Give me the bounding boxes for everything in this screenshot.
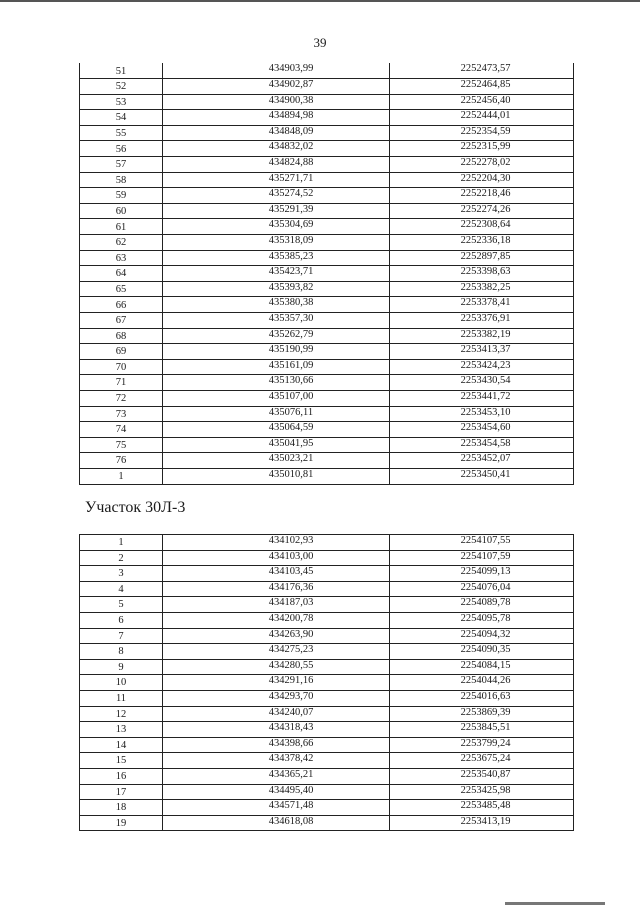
y-coordinate-cell: 2253382,25 [390, 281, 574, 297]
point-number-cell: 71 [80, 375, 163, 391]
table-row [80, 313, 574, 329]
point-number-cell: 9 [80, 659, 163, 675]
y-coordinate-cell: 2253424,23 [390, 359, 574, 375]
point-number-cell: 52 [80, 79, 163, 95]
point-number-cell: 3 [80, 566, 163, 582]
table-row [80, 644, 574, 660]
table-row [80, 406, 574, 422]
y-coordinate-cell: 2253378,41 [390, 297, 574, 313]
coordinates-table-2 [79, 534, 574, 831]
table-row [80, 344, 574, 360]
x-coordinate-cell: 435393,82 [163, 281, 390, 297]
y-coordinate-cell: 2252274,26 [390, 203, 574, 219]
y-coordinate-cell: 2254099,13 [390, 566, 574, 582]
x-coordinate-cell: 434240,07 [163, 706, 390, 722]
table-row [80, 535, 574, 551]
y-coordinate-cell: 2252315,99 [390, 141, 574, 157]
top-rule [0, 0, 640, 2]
point-number-cell: 16 [80, 768, 163, 784]
table-row [80, 172, 574, 188]
table-row [80, 422, 574, 438]
y-coordinate-cell: 2253869,39 [390, 706, 574, 722]
y-coordinate-cell: 2254076,04 [390, 581, 574, 597]
point-number-cell: 73 [80, 406, 163, 422]
point-number-cell: 1 [80, 468, 163, 484]
table-row [80, 597, 574, 613]
point-number-cell: 19 [80, 815, 163, 831]
table-row [80, 235, 574, 251]
y-coordinate-cell: 2253453,10 [390, 406, 574, 422]
point-number-cell: 1 [80, 535, 163, 551]
table-row [80, 219, 574, 235]
coordinates-table-1-body [80, 63, 574, 484]
table-row [80, 359, 574, 375]
x-coordinate-cell: 434824,88 [163, 157, 390, 173]
table-row [80, 659, 574, 675]
y-coordinate-cell: 2254095,78 [390, 612, 574, 628]
x-coordinate-cell: 434900,38 [163, 94, 390, 110]
x-coordinate-cell: 435304,69 [163, 219, 390, 235]
point-number-cell: 6 [80, 612, 163, 628]
point-number-cell: 18 [80, 800, 163, 816]
x-coordinate-cell: 435271,71 [163, 172, 390, 188]
table-row [80, 453, 574, 469]
x-coordinate-cell: 435161,09 [163, 359, 390, 375]
y-coordinate-cell: 2253675,24 [390, 753, 574, 769]
y-coordinate-cell: 2254044,26 [390, 675, 574, 691]
table-row [80, 266, 574, 282]
point-number-cell: 55 [80, 125, 163, 141]
table-row [80, 328, 574, 344]
coordinates-table-1 [79, 63, 574, 485]
point-number-cell: 69 [80, 344, 163, 360]
x-coordinate-cell: 435023,21 [163, 453, 390, 469]
x-coordinate-cell: 435041,95 [163, 437, 390, 453]
point-number-cell: 67 [80, 313, 163, 329]
point-number-cell: 65 [80, 281, 163, 297]
y-coordinate-cell: 2253452,07 [390, 453, 574, 469]
x-coordinate-cell: 435190,99 [163, 344, 390, 360]
point-number-cell: 17 [80, 784, 163, 800]
point-number-cell: 7 [80, 628, 163, 644]
point-number-cell: 72 [80, 390, 163, 406]
table-row [80, 815, 574, 831]
x-coordinate-cell: 435357,30 [163, 313, 390, 329]
point-number-cell: 14 [80, 737, 163, 753]
point-number-cell: 15 [80, 753, 163, 769]
y-coordinate-cell: 2252218,46 [390, 188, 574, 204]
point-number-cell: 76 [80, 453, 163, 469]
x-coordinate-cell: 434280,55 [163, 659, 390, 675]
x-coordinate-cell: 434903,99 [163, 63, 390, 79]
point-number-cell: 4 [80, 581, 163, 597]
y-coordinate-cell: 2254084,15 [390, 659, 574, 675]
table-row [80, 753, 574, 769]
x-coordinate-cell: 435385,23 [163, 250, 390, 266]
table-row [80, 800, 574, 816]
y-coordinate-cell: 2253845,51 [390, 722, 574, 738]
point-number-cell: 5 [80, 597, 163, 613]
table-row [80, 468, 574, 484]
point-number-cell: 53 [80, 94, 163, 110]
point-number-cell: 10 [80, 675, 163, 691]
x-coordinate-cell: 434318,43 [163, 722, 390, 738]
y-coordinate-cell: 2253413,37 [390, 344, 574, 360]
point-number-cell: 63 [80, 250, 163, 266]
x-coordinate-cell: 434832,02 [163, 141, 390, 157]
y-coordinate-cell: 2254107,55 [390, 535, 574, 551]
table-row [80, 784, 574, 800]
page-number: 39 [313, 35, 327, 50]
x-coordinate-cell: 434495,40 [163, 784, 390, 800]
point-number-cell: 58 [80, 172, 163, 188]
x-coordinate-cell: 434176,36 [163, 581, 390, 597]
y-coordinate-cell: 2252278,02 [390, 157, 574, 173]
y-coordinate-cell: 2253454,60 [390, 422, 574, 438]
y-coordinate-cell: 2252336,18 [390, 235, 574, 251]
table-row [80, 63, 574, 79]
x-coordinate-cell: 434378,42 [163, 753, 390, 769]
x-coordinate-cell: 435130,66 [163, 375, 390, 391]
x-coordinate-cell: 435064,59 [163, 422, 390, 438]
x-coordinate-cell: 434103,00 [163, 550, 390, 566]
x-coordinate-cell: 434103,45 [163, 566, 390, 582]
point-number-cell: 70 [80, 359, 163, 375]
point-number-cell: 59 [80, 188, 163, 204]
point-number-cell: 11 [80, 690, 163, 706]
table-row [80, 250, 574, 266]
y-coordinate-cell: 2252897,85 [390, 250, 574, 266]
y-coordinate-cell: 2253382,19 [390, 328, 574, 344]
x-coordinate-cell: 435107,00 [163, 390, 390, 406]
table-row [80, 110, 574, 126]
coordinates-table-2-body [80, 535, 574, 831]
table-row [80, 675, 574, 691]
point-number-cell: 2 [80, 550, 163, 566]
table-row [80, 437, 574, 453]
x-coordinate-cell: 435274,52 [163, 188, 390, 204]
x-coordinate-cell: 435010,81 [163, 468, 390, 484]
point-number-cell: 13 [80, 722, 163, 738]
y-coordinate-cell: 2252204,30 [390, 172, 574, 188]
x-coordinate-cell: 434102,93 [163, 535, 390, 551]
y-coordinate-cell: 2252456,40 [390, 94, 574, 110]
x-coordinate-cell: 434187,03 [163, 597, 390, 613]
table-row [80, 281, 574, 297]
y-coordinate-cell: 2252308,64 [390, 219, 574, 235]
y-coordinate-cell: 2253376,91 [390, 313, 574, 329]
point-number-cell: 75 [80, 437, 163, 453]
point-number-cell: 54 [80, 110, 163, 126]
table-row [80, 737, 574, 753]
table-row [80, 722, 574, 738]
x-coordinate-cell: 435423,71 [163, 266, 390, 282]
y-coordinate-cell: 2253485,48 [390, 800, 574, 816]
y-coordinate-cell: 2254107,59 [390, 550, 574, 566]
y-coordinate-cell: 2252354,59 [390, 125, 574, 141]
y-coordinate-cell: 2253413,19 [390, 815, 574, 831]
x-coordinate-cell: 434848,09 [163, 125, 390, 141]
y-coordinate-cell: 2252473,57 [390, 63, 574, 79]
x-coordinate-cell: 434275,23 [163, 644, 390, 660]
table-row [80, 79, 574, 95]
x-coordinate-cell: 434365,21 [163, 768, 390, 784]
point-number-cell: 12 [80, 706, 163, 722]
x-coordinate-cell: 435318,09 [163, 235, 390, 251]
point-number-cell: 8 [80, 644, 163, 660]
x-coordinate-cell: 434200,78 [163, 612, 390, 628]
point-number-cell: 56 [80, 141, 163, 157]
y-coordinate-cell: 2252464,85 [390, 79, 574, 95]
point-number-cell: 60 [80, 203, 163, 219]
y-coordinate-cell: 2253799,24 [390, 737, 574, 753]
table-row [80, 125, 574, 141]
y-coordinate-cell: 2253398,63 [390, 266, 574, 282]
table-row [80, 203, 574, 219]
x-coordinate-cell: 434902,87 [163, 79, 390, 95]
y-coordinate-cell: 2252444,01 [390, 110, 574, 126]
x-coordinate-cell: 435380,38 [163, 297, 390, 313]
point-number-cell: 74 [80, 422, 163, 438]
y-coordinate-cell: 2253450,41 [390, 468, 574, 484]
point-number-cell: 61 [80, 219, 163, 235]
point-number-cell: 66 [80, 297, 163, 313]
table-row [80, 157, 574, 173]
point-number-cell: 57 [80, 157, 163, 173]
table-row [80, 297, 574, 313]
table-row [80, 550, 574, 566]
point-number-cell: 51 [80, 63, 163, 79]
x-coordinate-cell: 434291,16 [163, 675, 390, 691]
x-coordinate-cell: 435076,11 [163, 406, 390, 422]
table-row [80, 706, 574, 722]
section-heading: Участок 30Л-3 [85, 499, 186, 516]
table-row [80, 141, 574, 157]
y-coordinate-cell: 2253441,72 [390, 390, 574, 406]
table-row [80, 768, 574, 784]
x-coordinate-cell: 434618,08 [163, 815, 390, 831]
table-row [80, 581, 574, 597]
table-row [80, 188, 574, 204]
x-coordinate-cell: 434398,66 [163, 737, 390, 753]
x-coordinate-cell: 435262,79 [163, 328, 390, 344]
table-row [80, 390, 574, 406]
x-coordinate-cell: 434894,98 [163, 110, 390, 126]
table-row [80, 690, 574, 706]
x-coordinate-cell: 434571,48 [163, 800, 390, 816]
table-row [80, 612, 574, 628]
point-number-cell: 62 [80, 235, 163, 251]
x-coordinate-cell: 434263,90 [163, 628, 390, 644]
x-coordinate-cell: 434293,70 [163, 690, 390, 706]
y-coordinate-cell: 2253454,58 [390, 437, 574, 453]
y-coordinate-cell: 2254090,35 [390, 644, 574, 660]
y-coordinate-cell: 2253425,98 [390, 784, 574, 800]
y-coordinate-cell: 2253430,54 [390, 375, 574, 391]
table-row [80, 628, 574, 644]
table-row [80, 566, 574, 582]
y-coordinate-cell: 2254089,78 [390, 597, 574, 613]
x-coordinate-cell: 435291,39 [163, 203, 390, 219]
y-coordinate-cell: 2253540,87 [390, 768, 574, 784]
y-coordinate-cell: 2254016,63 [390, 690, 574, 706]
y-coordinate-cell: 2254094,32 [390, 628, 574, 644]
point-number-cell: 68 [80, 328, 163, 344]
table-row [80, 375, 574, 391]
table-row [80, 94, 574, 110]
point-number-cell: 64 [80, 266, 163, 282]
